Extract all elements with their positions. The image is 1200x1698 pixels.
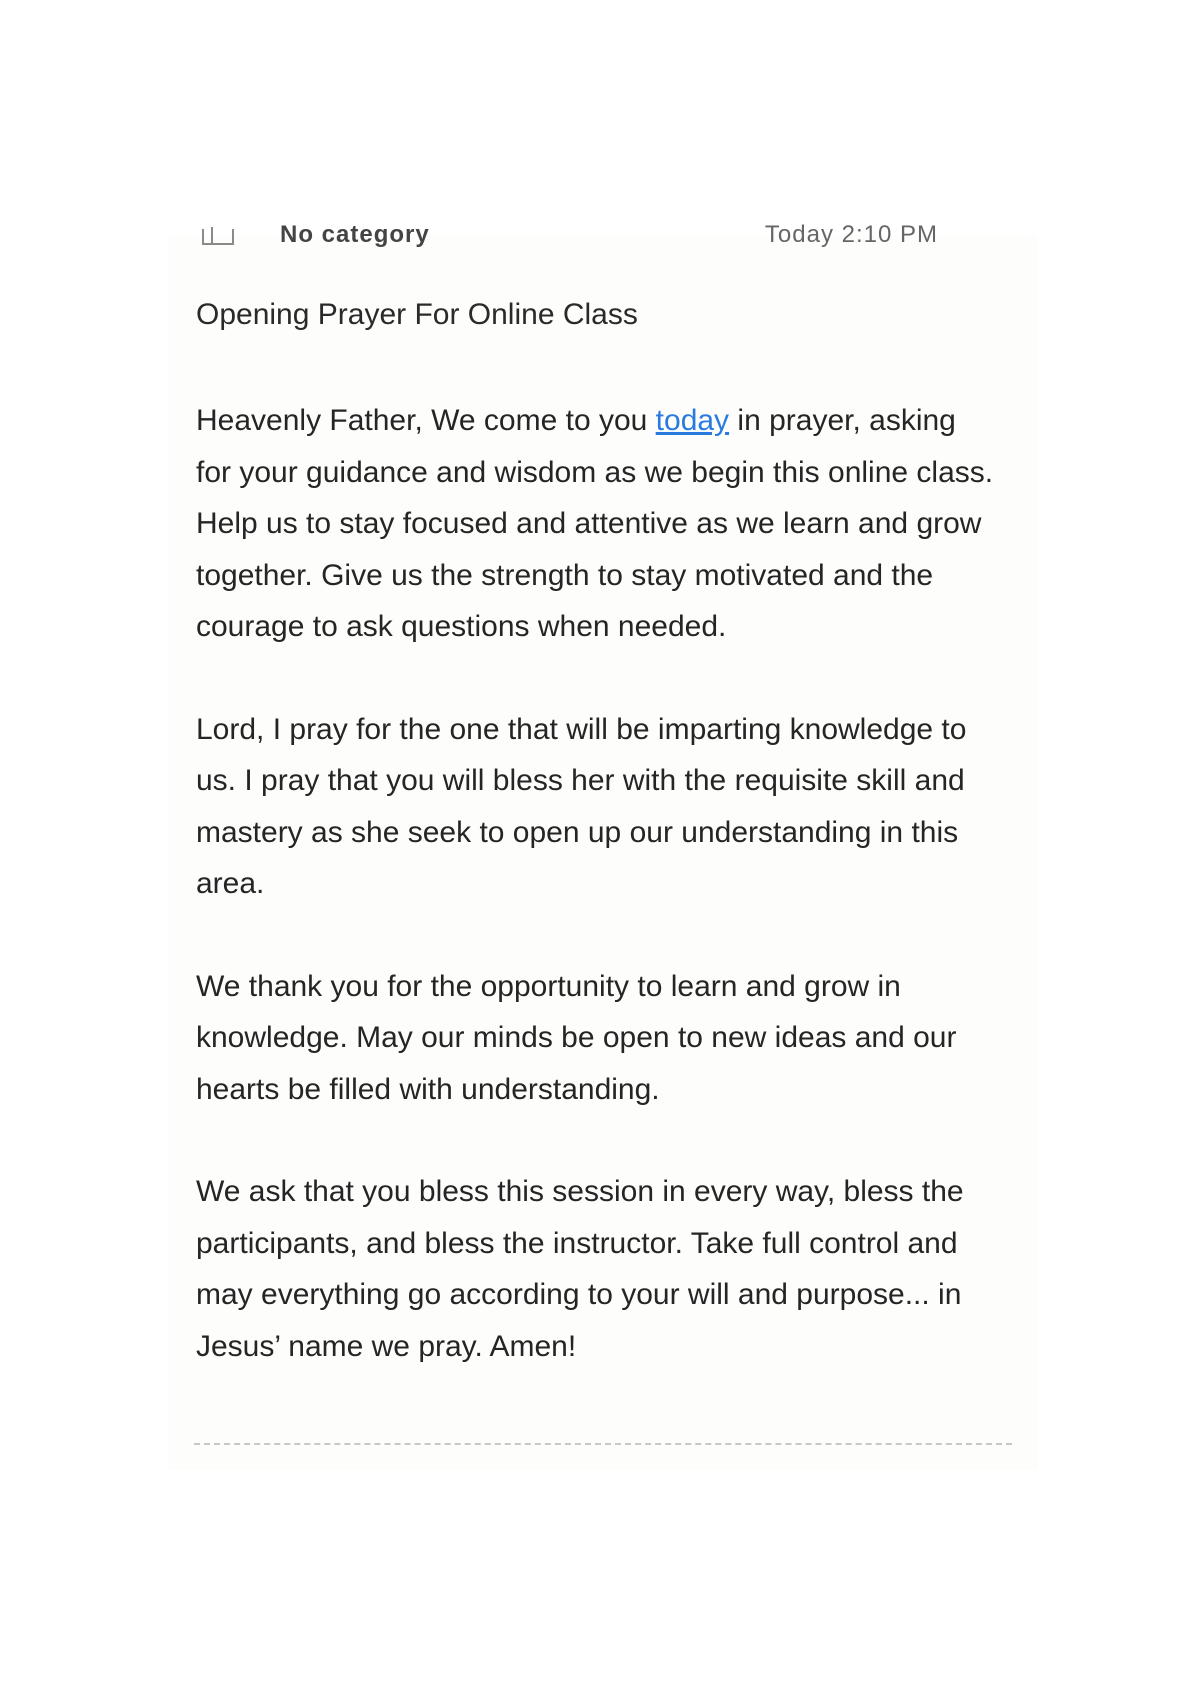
category-label[interactable]: No category [280,221,430,248]
folder-icon[interactable] [202,229,234,245]
paragraph-4[interactable]: We ask that you bless this session in every way, bless the participants, and bless the instructor. Take full control and may everything go according to your will and purpose... in Jesus’ name we pray. Amen! [196,1175,964,1363]
note-divider [194,1443,1012,1445]
paragraph-2[interactable]: Lord, I pray for the one that will be imparting knowledge to us. I pray that you will bless her with the requisite skill and mastery as she seek to open up our understanding in this area. [196,712,967,900]
paragraph-1-text-end: in prayer, asking for your guidance and wisdom as we begin this online class. Help us to stay focused and attentive as we learn and grow together. Give us the strength to stay motivated and the courage to ask questions when needed. [196,404,994,643]
today-link[interactable]: today [655,404,730,437]
note-title[interactable]: Opening Prayer For Online Class [196,298,638,331]
paragraph-3[interactable]: We thank you for the opportunity to learn and grow in knowledge. May our minds be open to new ideas and our hearts be filled with understanding. [196,969,957,1106]
note-body[interactable] [196,395,996,1423]
date-label: Today 2:10 PM [764,221,938,248]
paragraph-1[interactable] [196,395,996,653]
note-header [168,221,1038,271]
note-card [168,221,1038,1470]
paragraph-1-text-start: Heavenly Father, We come to you [196,404,656,437]
